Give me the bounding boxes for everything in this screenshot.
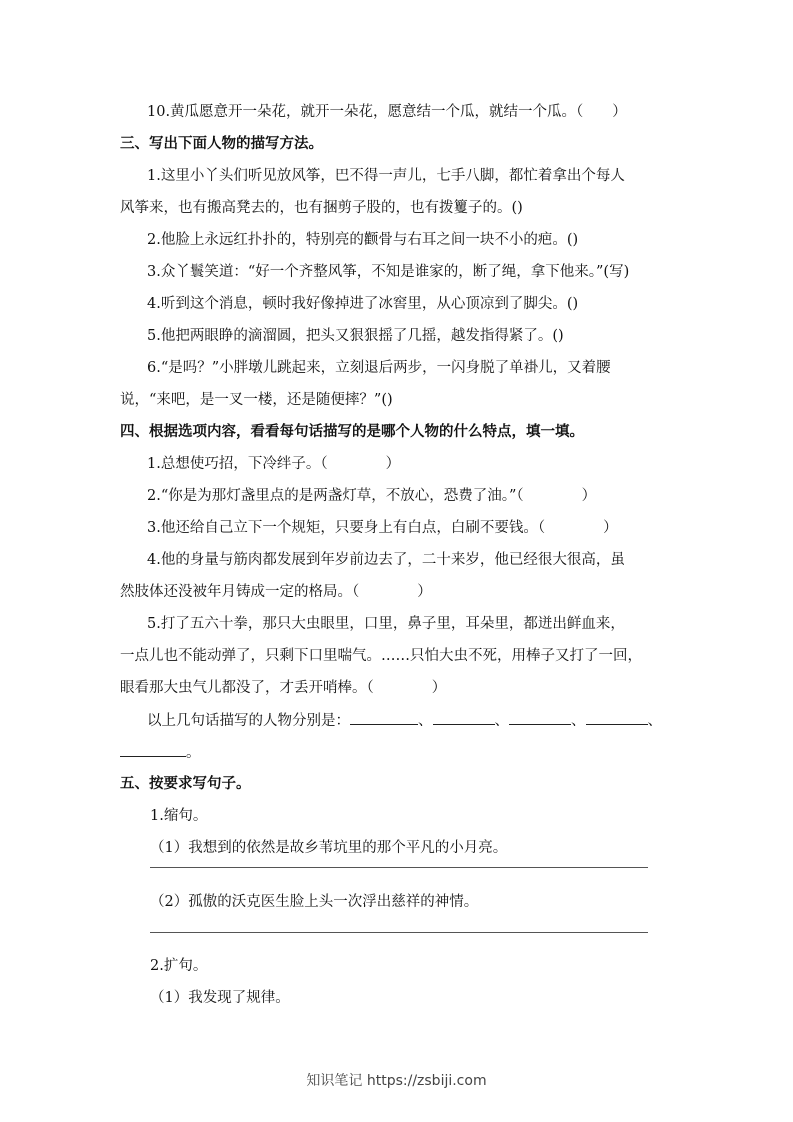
s3-item-5: 5.他把两眼睁的滴溜圆，把头又狠狠摇了几摇，越发指得紧了。() xyxy=(147,328,564,344)
s5-sentence-2: （2）孤傲的沃克医生脸上头一次浮出慈祥的神情。 xyxy=(150,894,479,910)
s3-item-6-line-1: 6.“是吗？”小胖墩儿跳起来，立刻退后两步，一闪身脱了单褂儿，又着腰 xyxy=(147,360,611,376)
s4-item-5-line-3: 眼看那大虫气儿都没了，才丢开哨棒。（ ） xyxy=(120,680,447,696)
question-10: 10.黄瓜愿意开一朵花，就开一朵花，愿意结一个瓜，就结一个瓜。（ ） xyxy=(147,104,627,120)
separator: 、 xyxy=(494,713,509,729)
s5-sub-1: 1.缩句。 xyxy=(150,808,208,824)
footer-watermark: 知识笔记 https://zsbiji.com xyxy=(306,1073,487,1089)
answer-line-1[interactable] xyxy=(150,867,648,868)
s3-item-4: 4.听到这个消息，顿时我好像掉进了冰窖里，从心顶凉到了脚尖。() xyxy=(147,296,579,312)
period: 。 xyxy=(186,745,201,761)
s4-item-4-line-2: 然肢体还没被年月铸成一定的格局。（ ） xyxy=(120,584,432,600)
s3-item-1-line-1: 1.这里小丫头们听见放风筝，巴不得一声儿，七手八脚，都忙着拿出个每人 xyxy=(147,168,625,184)
s4-summary-line xyxy=(147,710,662,731)
answer-blank-2[interactable] xyxy=(433,710,495,725)
separator: 、 xyxy=(418,713,433,729)
s3-item-6-line-2: 说，“来吧，是一叉一楼，还是随便摔？”() xyxy=(120,392,393,408)
s3-item-3: 3.众丫鬟笑道：“好一个齐整风筝，不知是谁家的，断了绳，拿下他来。”(写) xyxy=(147,264,630,280)
s4-item-3: 3.他还给自己立下一个规矩，只要身上有白点，白刷不要钱。（ ） xyxy=(147,520,618,536)
separator: 、 xyxy=(571,713,586,729)
s3-item-1-line-2: 风筝来，也有搬高凳去的，也有捆剪子股的，也有拨籰子的。() xyxy=(120,200,523,216)
section-3-heading: 三、写出下面人物的描写方法。 xyxy=(120,136,323,152)
s4-item-4-line-1: 4.他的身量与筋肉都发展到年岁前边去了，二十来岁，他已经很大很高，虽 xyxy=(147,552,625,568)
answer-line-2[interactable] xyxy=(150,932,648,933)
section-4-heading: 四、根据选项内容，看看每句话描写的是哪个人物的什么特点，填一填。 xyxy=(120,424,584,440)
s4-item-2: 2.“你是为那灯盏里点的是两盏灯草，不放心，恐费了油。”（ ） xyxy=(147,488,597,504)
answer-blank-1[interactable] xyxy=(350,710,418,725)
s5-sentence-3: （1）我发现了规律。 xyxy=(150,990,290,1006)
s4-item-1: 1.总想使巧招，下冷绊子。（ ） xyxy=(147,456,401,472)
answer-blank-4[interactable] xyxy=(586,710,648,725)
s3-item-2: 2.他脸上永远红扑扑的，特别亮的颧骨与右耳之间一块不小的疤。() xyxy=(147,232,579,248)
answer-blank-3[interactable] xyxy=(509,710,571,725)
s5-sub-2: 2.扩句。 xyxy=(150,958,208,974)
s5-sentence-1: （1）我想到的依然是故乡苇坑里的那个平凡的小月亮。 xyxy=(150,840,508,856)
separator: 、 xyxy=(647,713,662,729)
answer-blank-5[interactable] xyxy=(120,742,186,757)
s4-item-5-line-1: 5.打了五六十拳，那只大虫眼里，口里，鼻子里，耳朵里，都迸出鲜血来， xyxy=(147,616,625,632)
s4-summary-label: 以上几句话描写的人物分别是： xyxy=(147,713,350,729)
s4-summary-line-2 xyxy=(120,742,201,763)
s4-item-5-line-2: 一点儿也不能动弹了，只剩下口里喘气。……只怕大虫不死，用棒子又打了一回， xyxy=(120,648,642,664)
section-5-heading: 五、按要求写句子。 xyxy=(120,776,251,792)
